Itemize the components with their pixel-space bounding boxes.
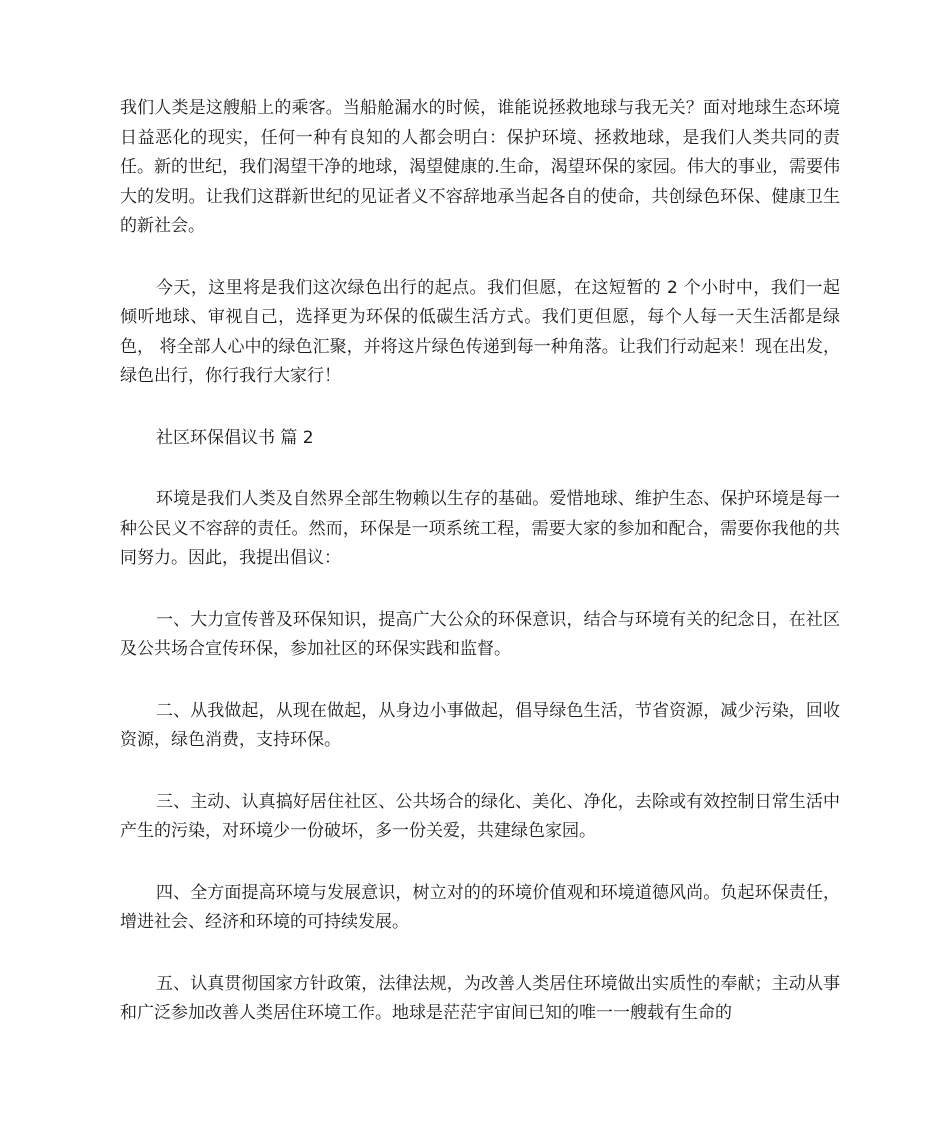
proposal-item-3: 三、主动、认真搞好居住社区、公共场合的绿化、美化、净化，去除或有效控制日常生活中产生的污染，对环境少一份破坏，多一份关爱，共建绿色家园。 — [120, 791, 840, 841]
paragraph-passengers: 我们人类是这艘船上的乘客。当船舱漏水的时候，谁能说拯救地球与我无关？面对地球生态环境日益恶化的现实，任何一种有良知的人都会明白：保护环境、拯救地球，是我们人类共同的责任。新的世纪，我们渴望干净的地球，渴望健康的.生命，渴望环保的家园。伟大的事业，需要伟大的发明。让我们这群新世纪的见证者义不容辞地承当起各自的使命，共创绿色环保、健康卫生的新社会。 — [120, 98, 840, 236]
paragraph-green-travel: 今天，这里将是我们这次绿色出行的起点。我们但愿，在这短暂的 2 个小时中，我们一起倾听地球、审视自己，选择更为环保的低碳生活方式。我们更但愿，每个人每一天生活都是绿色， 将全部人心中的绿色汇聚，并将这片绿色传递到每一种角落。让我们行动起来！现在出发，绿色出行，你行我行大家行！ — [120, 277, 840, 386]
proposal-item-2: 二、从我做起，从现在做起，从身边小事做起，倡导绿色生活，节省资源，减少污染，回收资源，绿色消费，支持环保。 — [120, 700, 840, 750]
proposal-item-1: 一、大力宣传普及环保知识，提高广大公众的环保意识，结合与环境有关的纪念日，在社区及公共场合宣传环保，参加社区的环保实践和监督。 — [120, 609, 840, 659]
proposal-item-5: 五、认真贯彻国家方针政策，法律法规，为改善人类居住环境做出实质性的奉献；主动从事和广泛参加改善人类居住环境工作。地球是茫茫宇宙间已知的唯一一艘载有生命的 — [120, 973, 840, 1023]
document-page — [120, 94, 840, 1061]
section-heading: 社区环保倡议书 篇 2 — [156, 427, 314, 448]
paragraph-environment-intro: 环境是我们人类及自然界全部生物赖以生存的基础。爱惜地球、维护生态、保护环境是每一种公民义不容辞的责任。然而，环保是一项系统工程，需要大家的参加和配合，需要你我他的共同努力。因此，我提出倡议： — [120, 489, 840, 568]
proposal-item-4: 四、全方面提高环境与发展意识，树立对的的环境价值观和环境道德风尚。负起环保责任，增进社会、经济和环境的可持续发展。 — [120, 882, 840, 932]
